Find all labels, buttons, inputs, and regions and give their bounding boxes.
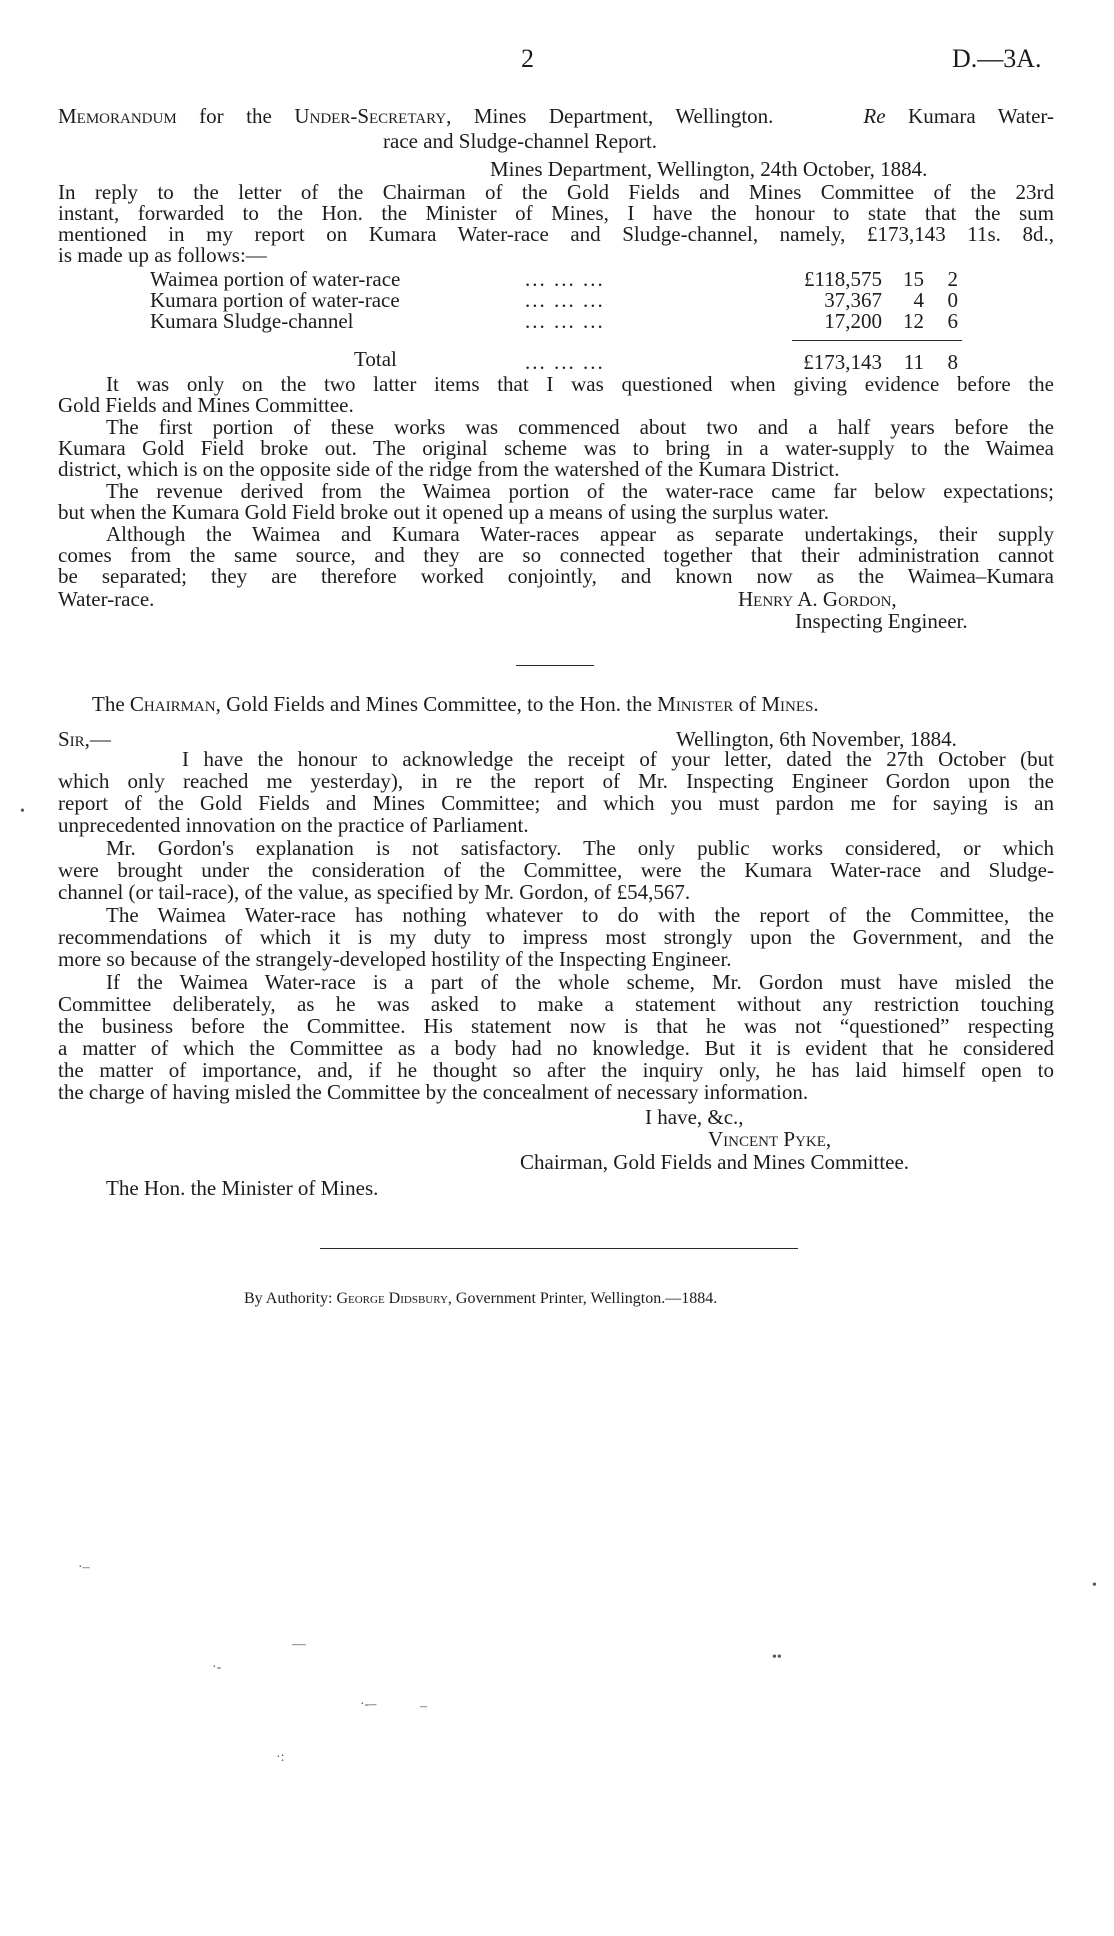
memo-p5-last: Water-race. — [58, 587, 155, 611]
heading-text: The — [92, 692, 130, 716]
imprint-text: , Government Printer, Wellington.—1884. — [447, 1290, 718, 1307]
amount-pounds: 17,200 — [824, 309, 882, 333]
amount-shillings: 15 — [903, 267, 924, 291]
letter-heading — [92, 692, 819, 717]
heading-recipient: Minister — [657, 692, 734, 716]
amount-pounds: £118,575 — [804, 267, 882, 291]
scan-speck: ·: — [276, 1750, 285, 1765]
leader-dots: ... ... ... — [525, 288, 605, 312]
heading-text: . — [813, 692, 819, 716]
memo-p4-line: but when the Kumara Gold Field broke out it opened up a means of using the surplus water. — [58, 500, 830, 524]
letter-p3-line: The Waimea Water-race has nothing whatever to do with the report of the Committee, the — [106, 903, 1054, 927]
heading-text: , Gold Fields and Mines Committee, to the Hon. the — [215, 692, 658, 716]
imprint-printer: George Didsbury — [336, 1290, 448, 1307]
memo-p3-line: district, which is on the opposite side of the ridge from the watershed of the Kumara District. — [58, 457, 840, 481]
amount-shillings: 12 — [903, 309, 924, 333]
heading-sender: Chairman — [129, 692, 216, 716]
letter-p4-line: If the Waimea Water-race is a part of the whole scheme, Mr. Gordon must have misled the — [106, 970, 1054, 994]
memo-p5-line: be separated; they are therefore worked conjointly, and known now as the Waimea–Kumara — [58, 564, 1054, 588]
memo-p1-line: mentioned in my report on Kumara Water-race and Sludge-channel, namely, £173,143 11s. 8d., — [58, 222, 1054, 246]
scan-speck: ·- — [212, 1660, 222, 1675]
printer-imprint — [244, 1290, 717, 1308]
memo-p3-line: Kumara Gold Field broke out. The original scheme was to bring in a water-supply to the Waimea — [58, 436, 1054, 460]
memo-signer-name: Henry A. Gordon, — [738, 587, 897, 611]
memo-p2-line: It was only on the two latter items that I was questioned when giving evidence before the — [106, 372, 1054, 396]
memo-dateline: Mines Department, Wellington, 24th October, 1884. — [490, 157, 928, 181]
total-shillings: 11 — [903, 350, 924, 374]
heading-text: of — [733, 692, 762, 716]
total-pence: 8 — [947, 350, 958, 374]
letter-salutation: Sir,— — [58, 727, 111, 751]
letter-p2-line: were brought under the consideration of the Committee, were the Kumara Water-race and Sludge- — [58, 858, 1054, 882]
amount-pence: 2 — [947, 267, 958, 291]
amount-pence: 0 — [947, 288, 958, 312]
row-label: Kumara portion of water-race — [150, 288, 400, 312]
total-rule — [792, 340, 962, 341]
section-divider — [516, 665, 594, 666]
leader-dots: ... ... ... — [525, 267, 605, 291]
heading-recipient: Mines — [761, 692, 814, 716]
scan-speck: ·– — [78, 1560, 90, 1575]
letter-p4-line: the matter of importance, and, if he thought so after the inquiry only, he has laid himself open to — [58, 1058, 1054, 1082]
total-pounds: £173,143 — [803, 350, 882, 374]
scan-speck: • — [20, 804, 25, 819]
letter-signer-name: Vincent Pyke, — [708, 1127, 832, 1151]
leader-dots: ... ... ... — [525, 309, 605, 333]
memo-title-line2: race and Sludge-channel Report. — [383, 129, 658, 153]
scan-speck: — — [292, 1637, 306, 1652]
letter-p1-line: I have the honour to acknowledge the receipt of your letter, dated the 27th October (but — [182, 747, 1054, 771]
scan-speck: – — [420, 1699, 427, 1714]
amount-shillings: 4 — [913, 288, 924, 312]
total-label: Total — [354, 347, 397, 371]
letter-p4-line: a matter of which the Committee as a body had no knowledge. But it is evident that he considered — [58, 1036, 1054, 1060]
letter-p2-line: Mr. Gordon's explanation is not satisfactory. The only public works considered, or which — [106, 836, 1054, 860]
memo-signer-title: Inspecting Engineer. — [795, 609, 968, 633]
letter-p4-line: the business before the Committee. His statement now is that he was not “questioned” respecting — [58, 1014, 1054, 1038]
scan-speck: • — [1092, 1578, 1097, 1593]
memo-p4-line: The revenue derived from the Waimea portion of the water-race came far below expectations; — [106, 479, 1054, 503]
document-reference: D.—3A. — [952, 44, 1042, 73]
memo-p3-line: The first portion of these works was commenced about two and a half years before the — [106, 415, 1054, 439]
memo-title-text: for the — [176, 104, 295, 128]
memo-title — [58, 106, 1054, 127]
scan-speck: ·-– — [360, 1697, 377, 1712]
letter-p4-line: Committee deliberately, as he was asked to make a statement without any restriction touching — [58, 992, 1054, 1016]
row-label: Kumara Sludge-channel — [150, 309, 354, 333]
letter-p2-line: channel (or tail-race), of the value, as specified by Mr. Gordon, of £54,567. — [58, 880, 691, 904]
memo-title-re: Re — [863, 104, 886, 128]
letter-closing: I have, &c., — [645, 1105, 744, 1129]
memo-title-text: , Mines Department, Wellington. — [446, 104, 774, 128]
amount-pence: 6 — [947, 309, 958, 333]
letter-p3-line: more so because of the strangely-developed hostility of the Inspecting Engineer. — [58, 947, 732, 971]
memo-title-word: Memorandum — [58, 104, 177, 128]
letter-p1-line: unprecedented innovation on the practice of Parliament. — [58, 813, 529, 837]
letter-p4-line: the charge of having misled the Committee by the concealment of necessary information. — [58, 1080, 809, 1104]
letter-dateline: Wellington, 6th November, 1884. — [676, 727, 957, 751]
memo-p1-line: In reply to the letter of the Chairman of the Gold Fields and Mines Committee of the 23rd — [58, 180, 1054, 204]
letter-p1-line: which only reached me yesterday), in re the report of Mr. Inspecting Engineer Gordon upon the — [58, 769, 1054, 793]
memo-p5-line: Although the Waimea and Kumara Water-races appear as separate undertakings, their supply — [106, 522, 1054, 546]
leader-dots: ... ... ... — [525, 350, 605, 374]
page-number: 2 — [521, 44, 534, 73]
letter-p1-line: report of the Gold Fields and Mines Committee; and which you must pardon me for saying is an — [58, 791, 1054, 815]
footer-rule — [320, 1248, 798, 1249]
memo-p1-line: instant, forwarded to the Hon. the Minister of Mines, I have the honour to state that the sum — [58, 201, 1054, 225]
scan-speck: •• — [772, 1650, 782, 1665]
memo-p2-line: Gold Fields and Mines Committee. — [58, 393, 354, 417]
row-label: Waimea portion of water-race — [150, 267, 401, 291]
imprint-text: By Authority: — [244, 1290, 337, 1307]
memo-title-recipient: Under-Secretary — [294, 104, 447, 128]
memo-p1-line: is made up as follows:— — [58, 243, 267, 267]
memo-p5-line: comes from the same source, and they are so connected together that their administration cannot — [58, 543, 1054, 567]
amount-pounds: 37,367 — [824, 288, 882, 312]
letter-addressee: The Hon. the Minister of Mines. — [106, 1176, 379, 1200]
memo-title-text: Kumara Water- — [885, 104, 1054, 128]
letter-p3-line: recommendations of which it is my duty to impress most strongly upon the Government, and the — [58, 925, 1054, 949]
letter-signer-title: Chairman, Gold Fields and Mines Committee. — [520, 1150, 910, 1174]
